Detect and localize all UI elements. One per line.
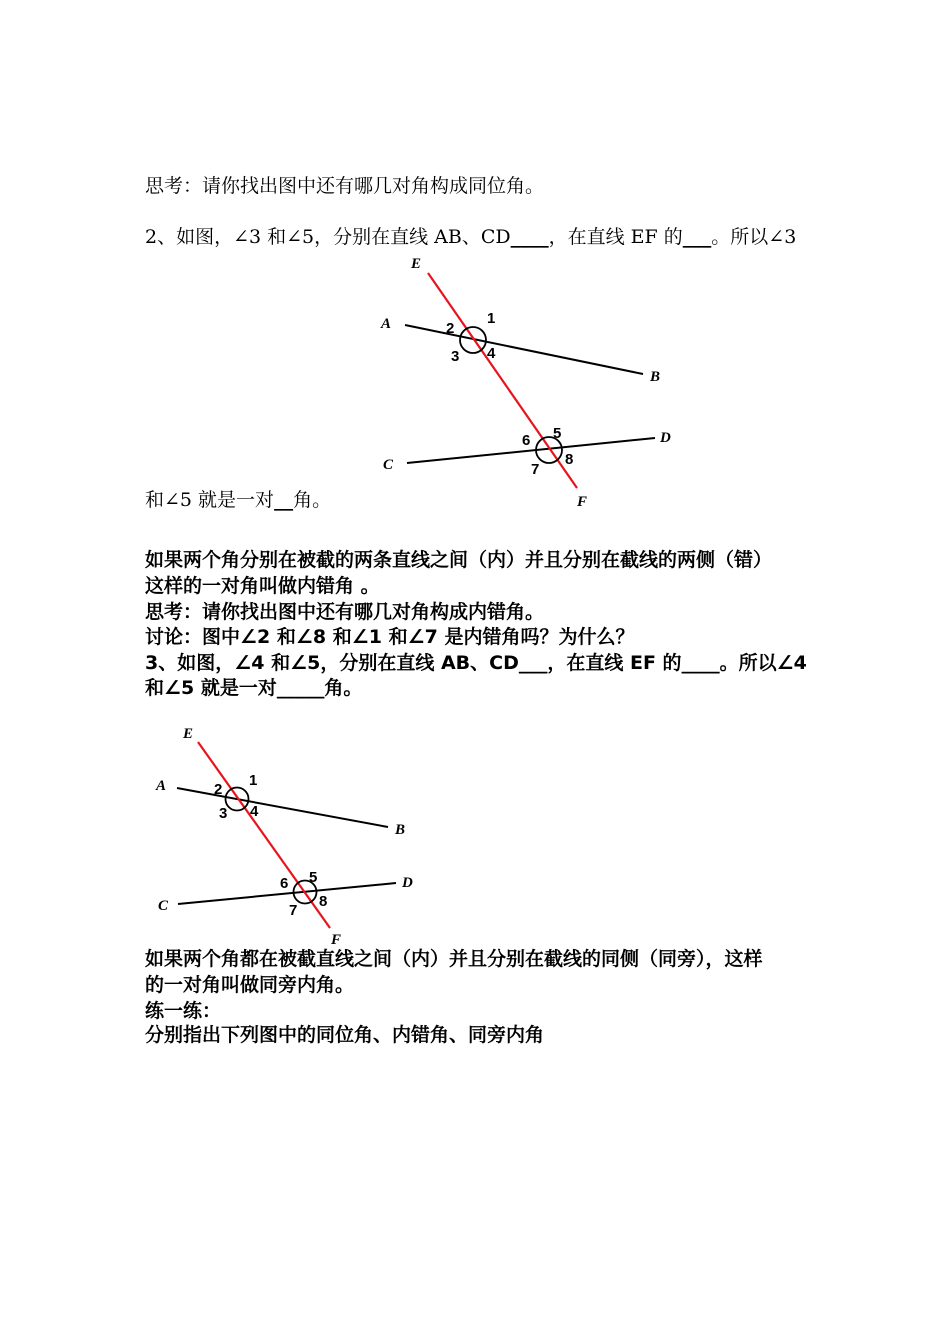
q3-post: 。所以∠4 <box>719 652 807 674</box>
think-same-position: 思考：请你找出图中还有哪几对角构成同位角。 <box>145 175 545 197</box>
label-f: F <box>577 494 588 510</box>
discussion: 讨论：图中∠2 和∠8 和∠1 和∠7 是内错角吗？为什么？ <box>145 626 635 648</box>
q3-line2-pre: 和∠5 就是一对 <box>145 677 277 699</box>
angle-1: 1 <box>487 310 496 327</box>
angle-6-2: 6 <box>280 875 289 892</box>
angle-4-2: 4 <box>250 803 259 820</box>
label-c-2: C <box>158 898 169 914</box>
definition-same-side-2: 的一对角叫做同旁内角。 <box>145 974 355 996</box>
line-cd <box>407 438 655 463</box>
q3-pre: 3、如图，∠4 和∠5，分别在直线 AB、CD <box>145 652 519 674</box>
label-b: B <box>650 369 661 385</box>
angle-1-2: 1 <box>249 772 258 789</box>
q2-post: 。所以∠3 <box>711 226 797 248</box>
question-2-line2 <box>145 487 331 513</box>
angle-5: 5 <box>553 425 562 442</box>
q3-line2-post: 角。 <box>324 677 363 699</box>
question-2-line1 <box>145 224 796 250</box>
label-a-2: A <box>156 778 167 794</box>
angle-3: 3 <box>451 348 460 365</box>
label-b-2: B <box>395 822 406 838</box>
line-ab-2 <box>177 788 388 827</box>
q2-line2-post: 角。 <box>293 489 332 511</box>
angle-8: 8 <box>565 451 574 468</box>
label-d: D <box>660 430 671 446</box>
q2-blank1: ____ <box>510 226 549 248</box>
q3-line2-blank: _____ <box>276 677 325 699</box>
think-alternate: 思考：请你找出图中还有哪几对角构成内错角。 <box>145 601 545 623</box>
q2-line2-pre: 和∠5 就是一对 <box>145 489 275 511</box>
label-c: C <box>383 457 394 473</box>
practice-heading: 练一练： <box>145 1000 222 1022</box>
q2-pre: 2、如图，∠3 和∠5，分别在直线 AB、CD <box>145 226 511 248</box>
question-3-line1 <box>145 650 807 676</box>
angle-7-2: 7 <box>289 902 298 919</box>
figure-transversal-2 <box>150 722 430 947</box>
q3-blank2: ____ <box>681 652 720 674</box>
q2-line2-blank: __ <box>274 489 294 511</box>
angle-8-2: 8 <box>319 893 328 910</box>
practice-task: 分别指出下列图中的同位角、内错角、同旁内角 <box>145 1024 545 1046</box>
label-a: A <box>381 316 392 332</box>
q2-blank2: ___ <box>682 226 712 248</box>
definition-same-side-1: 如果两个角都在被截直线之间（内）并且分别在截线的同侧（同旁），这样 <box>145 948 763 970</box>
angle-5-2: 5 <box>309 869 318 886</box>
definition-alternate-2: 这样的一对角叫做内错角 。 <box>145 575 380 597</box>
definition-alternate-1: 如果两个角分别在被截的两条直线之间（内）并且分别在截线的两侧（错） <box>145 549 773 571</box>
label-f-2: F <box>331 932 342 948</box>
angle-7: 7 <box>531 461 540 478</box>
line-ab <box>405 325 643 374</box>
label-e-2: E <box>183 726 194 742</box>
label-d-2: D <box>402 875 413 891</box>
q3-mid: ，在直线 EF 的 <box>547 652 682 674</box>
question-3-line2 <box>145 675 362 701</box>
angle-2: 2 <box>446 320 455 337</box>
q2-mid: ，在直线 EF 的 <box>548 226 683 248</box>
figure-transversal-1 <box>375 250 685 515</box>
angle-3-2: 3 <box>219 805 228 822</box>
angle-6: 6 <box>522 432 531 449</box>
label-e: E <box>411 256 422 272</box>
angle-2-2: 2 <box>214 781 223 798</box>
angle-4: 4 <box>487 345 496 362</box>
line-ef <box>428 273 577 488</box>
q3-blank1: ___ <box>518 652 548 674</box>
